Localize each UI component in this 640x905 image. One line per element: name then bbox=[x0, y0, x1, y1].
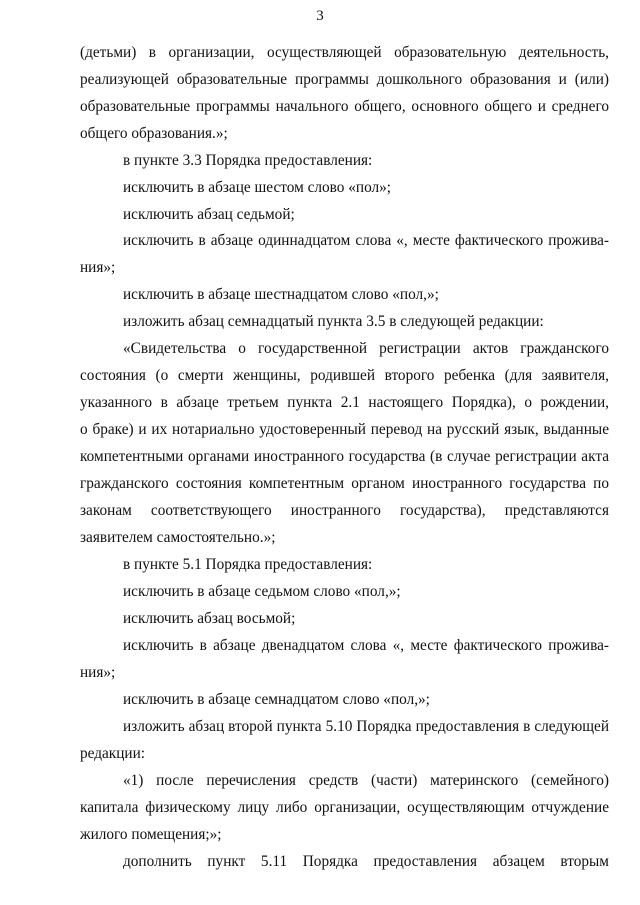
text-line: общего образования.»; bbox=[80, 125, 228, 142]
text-line: указанного в абзаце третьем пункта 2.1 настоящего Порядка), о рождении, bbox=[80, 394, 609, 411]
text-line: жилого помещения;»; bbox=[80, 826, 222, 843]
text-line: изложить абзац второй пункта 5.10 Порядка предоставления в следующей bbox=[123, 718, 609, 735]
text-line: исключить в абзаце седьмом слово «пол,»; bbox=[123, 583, 401, 600]
text-line: законам соответствующего иностранного государства), представляются bbox=[80, 502, 609, 519]
text-line: состояния (о смерти женщины, родившей второго ребенка (для заявителя, bbox=[80, 367, 609, 384]
text-line: исключить в абзаце шестом слово «пол»; bbox=[123, 179, 392, 196]
text-line: дополнить пункт 5.11 Порядка предоставления абзацем вторым bbox=[123, 853, 609, 870]
text-line: «Свидетельства о государственной регистрации актов гражданского bbox=[123, 340, 609, 357]
text-line: редакции: bbox=[80, 745, 146, 762]
text-line: ния»; bbox=[80, 664, 116, 681]
text-line: исключить в абзаце одиннадцатом слова «, месте фактического прожива- bbox=[123, 232, 609, 249]
text-line: (детьми) в организации, осуществляющей образовательную деятельность, bbox=[80, 44, 609, 61]
text-line: гражданского состояния компетентным органом иностранного государства по bbox=[80, 475, 609, 492]
text-line: о браке) и их нотариально удостоверенный перевод на русский язык, выданные bbox=[80, 421, 609, 438]
text-line: изложить абзац семнадцатый пункта 3.5 в следующей редакции: bbox=[123, 313, 544, 330]
text-line: «1) после перечисления средств (части) материнского (семейного) bbox=[123, 772, 609, 789]
text-line: в пункте 3.3 Порядка предоставления: bbox=[123, 152, 373, 169]
text-line: образовательные программы начального общего, основного общего и среднего bbox=[80, 98, 609, 115]
text-line: в пункте 5.1 Порядка предоставления: bbox=[123, 556, 373, 573]
text-line: исключить в абзаце двенадцатом слова «, месте фактического прожива- bbox=[123, 637, 609, 654]
text-line: компетентными органами иностранного государства (в случае регистрации акта bbox=[80, 448, 609, 465]
text-line: заявителем самостоятельно.»; bbox=[80, 529, 276, 546]
text-line: реализующей образовательные программы дошкольного образования и (или) bbox=[80, 71, 609, 88]
text-line: исключить абзац седьмой; bbox=[123, 206, 295, 223]
text-line: капитала физическому лицу либо организации, осуществляющим отчуждение bbox=[80, 799, 609, 816]
text-line: ния»; bbox=[80, 259, 116, 276]
text-line: исключить в абзаце шестнадцатом слово «пол,»; bbox=[123, 286, 439, 303]
text-line: исключить абзац восьмой; bbox=[123, 610, 296, 627]
page-number: 3 bbox=[316, 8, 324, 24]
text-line: исключить в абзаце семнадцатом слово «пол,»; bbox=[123, 691, 430, 708]
